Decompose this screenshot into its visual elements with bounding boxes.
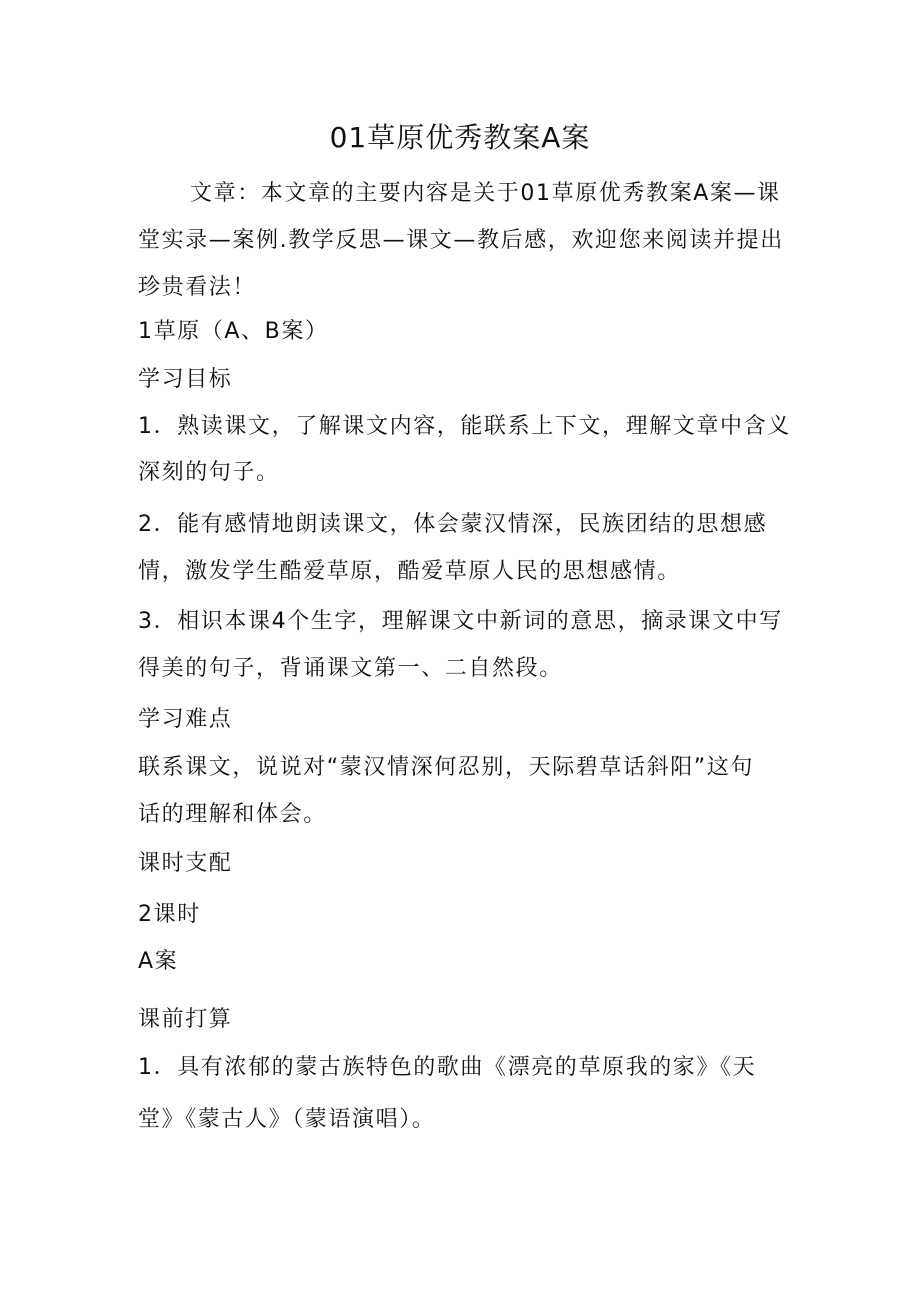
text-line: 1．具有浓郁的蒙古族特色的歌曲《漂亮的草原我的家》《天 xyxy=(138,1055,757,1080)
section-heading: 课时支配 xyxy=(138,851,233,876)
section-heading: 课前打算 xyxy=(138,1007,233,1032)
text-line: 2．能有感情地朗读课文，体会蒙汉情深，民族团结的思想感 xyxy=(138,512,768,537)
section-heading: A案 xyxy=(138,949,179,974)
text-line: 1草原（A、B案） xyxy=(138,319,329,344)
text-line: 堂》《蒙古人》（蒙语演唱）。 xyxy=(138,1107,436,1132)
text-line: 得美的句子，背诵课文第一、二自然段。 xyxy=(138,656,563,681)
text-line: 联系课文，说说对“蒙汉情深何忍别，天际碧草话斜阳”这句 xyxy=(138,755,754,780)
text-line: 情，激发学生酷爱草原，酷爱草原人民的思想感情。 xyxy=(138,559,681,584)
text-line: 2课时 xyxy=(138,902,201,927)
text-line: 话的理解和体会。 xyxy=(138,802,327,827)
text-line: 3．相识本课4个生字，理解课文中新词的意思，摘录课文中写 xyxy=(138,609,783,634)
section-heading: 学习难点 xyxy=(138,707,233,732)
text-line: 深刻的句子。 xyxy=(138,460,280,485)
section-heading: 学习目标 xyxy=(138,367,233,392)
intro-paragraph: 文章：本文章的主要内容是关于01草原优秀教案A案—课堂实录—案例.教学反思—课文—教后感，欢迎您来阅读并提出珍贵看法！ xyxy=(138,181,784,300)
text-line: 1．熟读课文，了解课文内容，能联系上下文，理解文章中含义 xyxy=(138,414,791,439)
document-title: 01草原优秀教案A案 xyxy=(329,121,591,154)
